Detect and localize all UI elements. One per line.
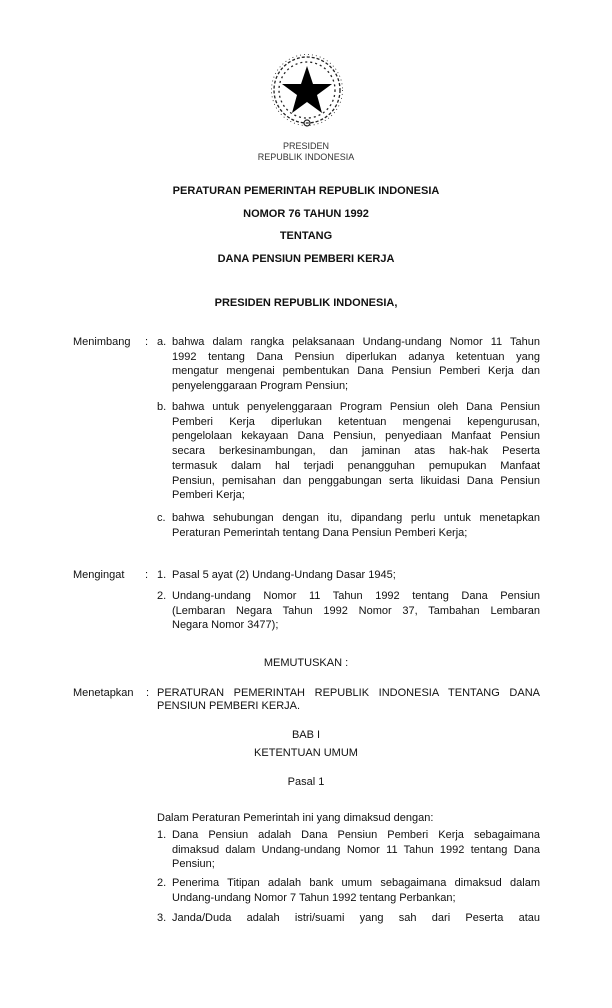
menimbang-item-text-line: pengelolaan kekayaan Dana Pensiun, penyediaan Manfaat Pensiun xyxy=(172,430,540,443)
document-subject: DANA PENSIUN PEMBERI KERJA xyxy=(217,253,395,265)
menimbang-item-text-line: 1992 tentang Dana Pensiun diperlukan adanya ketentuan yang xyxy=(172,350,540,363)
menimbang-item-text-line: Peraturan Pemerintah tentang Dana Pensiun Pemberi Kerja; xyxy=(172,526,468,539)
mengingat-item-text-line: (Lembaran Negara Tahun 1992 Nomor 37, Tambahan Lembaran xyxy=(172,604,540,617)
menimbang-item-text-line: Pemberi Kerja; xyxy=(172,489,245,502)
mengingat-item-text-line: Pasal 5 ayat (2) Undang-Undang Dasar 1945; xyxy=(172,569,396,581)
menetapkan-text-line: PENSIUN PEMBERI KERJA. xyxy=(157,699,301,712)
menimbang-item-text-line: Pemberi Kerja diperlukan ketentuan mengenai kepengurusan, xyxy=(172,415,540,428)
mengingat-label: Mengingat xyxy=(73,569,125,581)
bab-number: BAB I xyxy=(291,729,321,741)
memutuskan: MEMUTUSKAN : xyxy=(263,657,349,669)
definition-item-text-line: Undang-undang Nomor 7 Tahun 1992 tentang Perbankan; xyxy=(172,891,456,904)
mengingat-item-marker: 1. xyxy=(157,569,167,581)
menimbang-item-text-line: penyelenggaraan Program Pensiun; xyxy=(172,380,349,393)
presidential-emblem xyxy=(269,53,345,129)
definition-item-text-line: Janda/Duda adalah istri/suami yang sah dari Peserta atau xyxy=(172,912,540,924)
mengingat-colon: : xyxy=(145,569,149,581)
definition-item-marker: 3. xyxy=(157,912,167,924)
definition-item-text-line: dimaksud dalam Undang-undang Nomor 11 Tahun 1992 tentang Dana xyxy=(172,843,540,856)
document-tentang: TENTANG xyxy=(279,230,333,242)
definition-item-text-line: Dana Pensiun adalah Dana Pensiun Pemberi Kerja sebagaimana xyxy=(172,829,540,841)
header-republik-indonesia: REPUBLIK INDONESIA xyxy=(257,152,355,162)
menimbang-colon: : xyxy=(145,336,149,348)
menimbang-item-text-line: mengatur mengenai pembentukan Dana Pensiun Pemberi Kerja dan xyxy=(172,365,540,378)
menetapkan-label: Menetapkan xyxy=(73,687,134,699)
document-title: PERATURAN PEMERINTAH REPUBLIK INDONESIA xyxy=(172,185,440,197)
pasal-heading: Pasal 1 xyxy=(287,776,325,788)
definition-item-text-line: Pensiun; xyxy=(172,858,215,871)
definition-item-marker: 1. xyxy=(157,829,167,841)
menimbang-item-text-line: bahwa sehubungan dengan itu, dipandang perlu untuk menetapkan xyxy=(172,512,540,524)
menimbang-item-text-line: termasuk dalam hal terjadi penangguhan pemupukan Manfaat xyxy=(172,459,540,472)
menimbang-label: Menimbang xyxy=(73,336,131,348)
definition-item-text-line: Penerima Titipan adalah bank umum sebagaimana dimaksud dalam xyxy=(172,877,540,889)
header-presiden: PRESIDEN xyxy=(282,141,329,151)
menimbang-item-text-line: bahwa dalam rangka pelaksanaan Undang-undang Nomor 11 Tahun xyxy=(172,336,540,348)
issuer: PRESIDEN REPUBLIK INDONESIA, xyxy=(214,297,398,309)
menimbang-item-marker: b. xyxy=(157,401,167,413)
definition-item-marker: 2. xyxy=(157,877,167,889)
menimbang-item-text-line: bahwa untuk penyelenggaraan Program Pensiun oleh Dana Pensiun xyxy=(172,401,540,413)
menimbang-item-marker: c. xyxy=(157,512,166,524)
menimbang-item-text-line: Pensiun, pemisahan dan penggabungan serta likuidasi Dana Pensiun xyxy=(172,474,540,487)
mengingat-item-text-line: Negara Nomor 3477); xyxy=(172,619,279,632)
bab-title: KETENTUAN UMUM xyxy=(254,747,358,759)
mengingat-item-text-line: Undang-undang Nomor 11 Tahun 1992 tentang Dana Pensiun xyxy=(172,590,540,602)
menimbang-item-marker: a. xyxy=(157,336,167,348)
menetapkan-colon: : xyxy=(146,687,150,699)
mengingat-item-marker: 2. xyxy=(157,590,167,602)
document-number: NOMOR 76 TAHUN 1992 xyxy=(243,208,369,220)
menimbang-item-text-line: secara berkesinambungan, dan jaminan atas hak-hak Peserta xyxy=(172,445,540,458)
pasal-intro: Dalam Peraturan Pemerintah ini yang dimaksud dengan: xyxy=(157,812,434,824)
menetapkan-text-line: PERATURAN PEMERINTAH REPUBLIK INDONESIA TENTANG DANA xyxy=(157,687,540,699)
